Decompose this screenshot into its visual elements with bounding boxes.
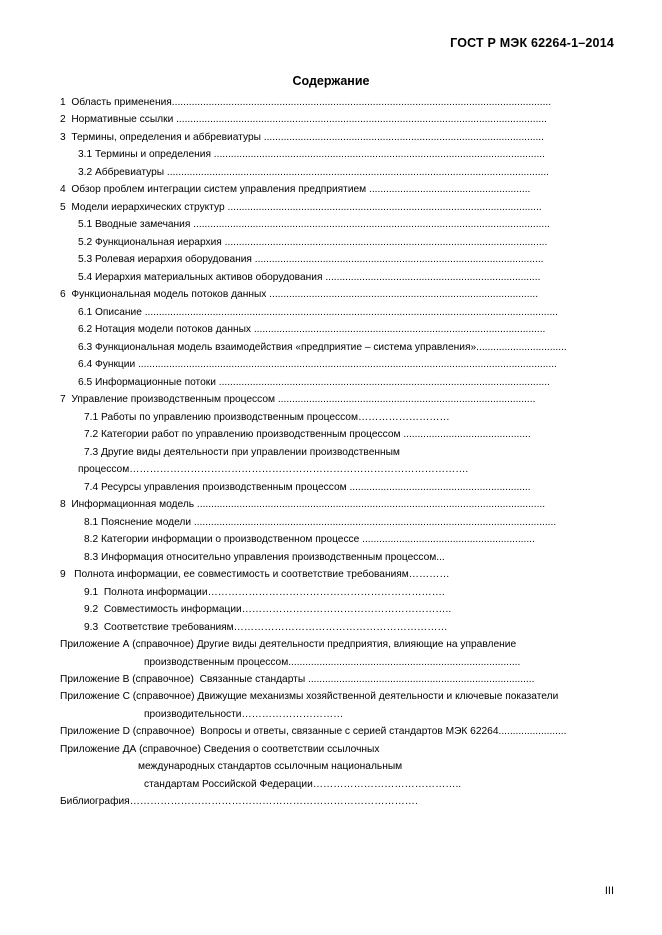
- toc-entry-continuation: международных стандартов ссылочным национальным: [138, 761, 403, 773]
- toc-entry[interactable]: 3 Термины, определения и аббревиатуры ...................................................................................................: [60, 131, 544, 143]
- toc-entry[interactable]: 8.2 Категории информации о производственном процессе .............................................................: [84, 534, 535, 546]
- table-of-contents: [60, 96, 605, 813]
- toc-entry[interactable]: 7.4 Ресурсы управления производственным процессом ................................................................: [84, 481, 531, 493]
- toc-entry[interactable]: 5 Модели иерархических структур ...............................................................................................................: [60, 201, 542, 213]
- toc-entry[interactable]: 5.3 Ролевая иерархия оборудования ......................................................................................................: [78, 254, 544, 266]
- toc-entry[interactable]: Приложение D (справочное) Вопросы и ответы, связанные с серией стандартов МЭК 62264........................: [60, 726, 567, 738]
- toc-entry[interactable]: 4 Обзор проблем интеграции систем управления предприятием .........................................................: [60, 184, 531, 196]
- toc-entry[interactable]: Приложение ДА (справочное) Сведения о соответствии ссылочных: [60, 743, 380, 755]
- toc-entry[interactable]: 5.1 Вводные замечания ..............................................................................................................................: [78, 219, 550, 231]
- toc-entry[interactable]: 9.2 Совместимость информации……………………………………………………..: [84, 604, 452, 616]
- toc-entry[interactable]: 9.3 Соответствие требованиям………………………………………………………: [84, 621, 448, 633]
- toc-entry[interactable]: Приложение С (справочное) Движущие механизмы хозяйственной деятельности и ключевые показатели: [60, 691, 559, 703]
- toc-entry-continuation: производственным процессом..................................................................................: [144, 656, 521, 668]
- toc-entry[interactable]: 8.3 Информация относительно управления производственным процессом...: [84, 551, 445, 563]
- toc-entry[interactable]: Приложение В (справочное) Связанные стандарты ................................................................................: [60, 673, 535, 685]
- toc-entry[interactable]: 7.1 Работы по управлению производственным процессом………………………: [84, 411, 450, 423]
- toc-entry[interactable]: 9 Полнота информации, ее совместимость и соответствие требованиям…………: [60, 569, 450, 581]
- toc-entry[interactable]: 7.2 Категории работ по управлению производственным процессом .............................................: [84, 429, 531, 441]
- toc-entry[interactable]: 6.5 Информационные потоки .....................................................................................................................: [78, 376, 550, 388]
- toc-entry[interactable]: 5.4 Иерархия материальных активов оборудования ............................................................................: [78, 271, 541, 283]
- toc-entry-continuation: стандартам Российской Федерации……………………………………..: [144, 778, 462, 790]
- page-title: Содержание: [292, 74, 370, 88]
- toc-entry[interactable]: 3.1 Термины и определения .....................................................................................................................: [78, 149, 545, 161]
- toc-entry-continuation: производительности…………………………: [144, 708, 344, 720]
- toc-entry[interactable]: 6.4 Функции ....................................................................................................................................................: [78, 359, 557, 371]
- toc-entry[interactable]: Библиография………………………………………………………………………….: [60, 796, 418, 808]
- toc-entry[interactable]: 6.1 Описание ..................................................................................................................................................: [78, 306, 558, 318]
- page-number: III: [604, 885, 614, 897]
- standard-code-header: ГОСТ Р МЭК 62264-1–2014: [450, 36, 614, 50]
- toc-entry[interactable]: 8.1 Пояснение модели ................................................................................................................................: [84, 516, 557, 528]
- toc-entry[interactable]: Приложение А (справочное) Другие виды деятельности предприятия, влияющие на управление: [60, 639, 517, 651]
- toc-entry[interactable]: 2 Нормативные ссылки ...................................................................................................................................: [60, 114, 547, 126]
- toc-entry[interactable]: 6.2 Нотация модели потоков данных .......................................................................................................: [78, 324, 546, 336]
- toc-entry[interactable]: 3.2 Аббревиатуры .......................................................................................................................................: [78, 166, 550, 178]
- toc-entry[interactable]: 7.3 Другие виды деятельности при управлении производственным: [84, 446, 400, 458]
- toc-entry-continuation: процессом……………………………………………………………………………………….: [78, 464, 469, 476]
- toc-entry[interactable]: 8 Информационная модель ...........................................................................................................................: [60, 499, 546, 511]
- toc-entry[interactable]: 7 Управление производственным процессом ...........................................................................................: [60, 394, 536, 406]
- toc-entry[interactable]: 6.3 Функциональная модель взаимодействия «предприятие – система управления»................................: [78, 341, 567, 353]
- toc-entry[interactable]: 5.2 Функциональная иерархия ..................................................................................................................: [78, 236, 548, 248]
- toc-entry[interactable]: 1 Область применения......................................................................................................................................: [60, 97, 552, 108]
- toc-entry[interactable]: 9.1 Полнота информации…………………………………………………………….: [84, 586, 445, 598]
- toc-entry[interactable]: 6 Функциональная модель потоков данных ...............................................................................................: [60, 289, 539, 301]
